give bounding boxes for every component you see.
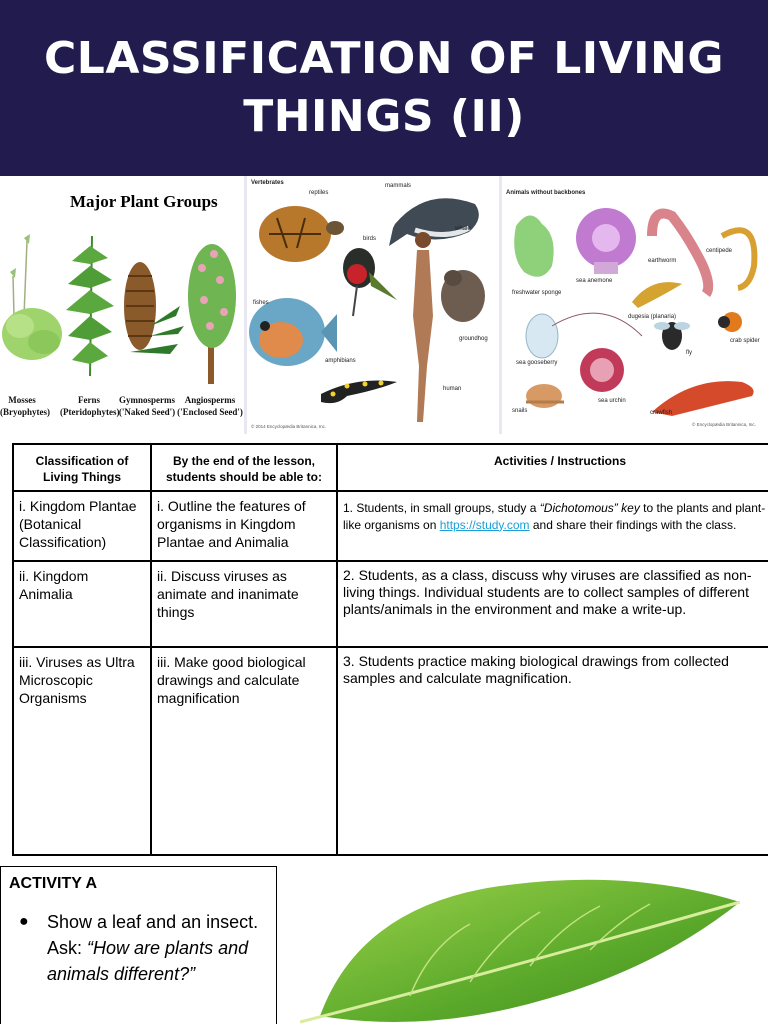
label-amphibians: amphibians — [325, 358, 356, 364]
salamander-illustration — [321, 381, 397, 404]
study-link[interactable]: https://study.com — [439, 517, 530, 532]
dichotomous-key-text: “Dichotomous” key — [539, 501, 640, 515]
label-crab-spider: crab spider — [730, 338, 760, 344]
anemone-illustration — [576, 208, 636, 274]
table-header-row — [13, 444, 768, 491]
label-earthworm: earthworm — [648, 258, 677, 264]
page-title-line-1: CLASSIFICATION OF LIVING — [44, 33, 724, 84]
flowering-tree-illustration — [188, 244, 236, 384]
activity-question: “How are plants and animals different?” — [47, 938, 249, 984]
fly-illustration — [654, 322, 690, 350]
invertebrates-title: Animals without backbones — [506, 190, 586, 196]
title-banner — [0, 0, 768, 176]
invertebrates-drawing — [502, 176, 768, 434]
pinecone-illustration — [124, 262, 184, 354]
activity-title: ACTIVITY A — [9, 875, 98, 892]
table-cell: i. Kingdom Plantae (Botanical Classification) — [13, 491, 151, 561]
turtle-illustration — [259, 206, 344, 262]
sea-urchin-illustration — [580, 348, 624, 392]
table-cell: i. Outline the features of organisms in Kingdom Plantae and Animalia — [151, 491, 337, 561]
bird-illustration — [343, 248, 397, 316]
plant-group-label: Angiosperms ('Enclosed Seed') — [177, 395, 243, 417]
label-mammals: mammals — [385, 183, 412, 189]
table-cell: iii. Viruses as Ultra Microscopic Organisms — [13, 647, 151, 855]
table-cell: ii. Discuss viruses as animate and inanimate things — [151, 561, 337, 647]
fish-illustration — [249, 298, 337, 366]
activity-a-box — [0, 866, 277, 1024]
label-fishes: fishes — [253, 300, 269, 306]
label-fly: fly — [686, 350, 692, 356]
label-sea-gooseberry: sea gooseberry — [516, 360, 558, 366]
leaf-image — [300, 866, 768, 1024]
gooseberry-illustration — [526, 313, 642, 358]
planaria-illustration — [632, 282, 682, 308]
label-groundhog: groundhog — [459, 336, 488, 342]
plant-groups-title: Major Plant Groups — [70, 192, 218, 211]
label-whale: whale — [455, 226, 471, 232]
invertebrates-image — [502, 176, 768, 434]
page-title — [24, 30, 744, 146]
table-cell: 3. Students practice making biological drawings from collected samples and calculate magnification. — [337, 647, 768, 855]
human-illustration — [413, 232, 433, 422]
table-row — [13, 561, 768, 647]
earthworm-illustration — [652, 214, 708, 295]
fern-illustration — [66, 236, 114, 376]
groundhog-illustration — [441, 270, 485, 322]
table-row — [13, 647, 768, 855]
image-credit: © 2014 Encyclopædia Britannica, Inc. — [251, 424, 327, 429]
label-human: human — [443, 386, 462, 392]
table-cell: iii. Make good biological drawings and calculate magnification — [151, 647, 337, 855]
label-birds: birds — [363, 236, 377, 242]
label-snails: snails — [512, 408, 528, 414]
vertebrates-drawing — [247, 176, 499, 434]
label-dugesia: dugesia (planaria) — [628, 314, 677, 320]
label-centipede: centipede — [706, 248, 733, 254]
table-cell: ii. Kingdom Animalia — [13, 561, 151, 647]
whale-illustration — [389, 198, 479, 246]
label-sea-anemone: sea anemone — [576, 278, 613, 284]
table-cell: 1. Students, in small groups, study a “Dichotomous” key to the plants and plant-like organisms on https://study.com and share their findings with the class. — [337, 491, 768, 561]
snail-illustration — [526, 384, 564, 408]
plant-groups-image — [0, 176, 244, 434]
column-header: Activities / Instructions — [337, 444, 768, 491]
table-cell: 2. Students, as a class, discuss why viruses are classified as non-living things. Individual students are to collect samples of different plants/animals in the environment and make a write-up. — [337, 561, 768, 647]
moss-illustration — [2, 234, 62, 360]
column-header: By the end of the lesson, students should be able to: — [151, 444, 337, 491]
vertebrates-title: Vertebrates — [251, 180, 284, 186]
plant-group-label: Mosses (Bryophytes) — [0, 395, 50, 417]
plant-group-label: Gymnosperms ('Naked Seed') — [118, 395, 176, 417]
activity-list — [9, 909, 268, 987]
list-item: ● Show a leaf and an insect. Ask: “How are plants and animals different?” — [9, 909, 268, 987]
curriculum-table — [12, 443, 768, 856]
label-sea-urchin: sea urchin — [598, 398, 626, 404]
table-row — [13, 491, 768, 561]
label-freshwater-sponge: freshwater sponge — [512, 290, 562, 296]
bullet-icon: ● — [19, 913, 29, 930]
column-header: Classification of Living Things — [13, 444, 151, 491]
illustration-strip — [0, 176, 768, 434]
image-credit: © Encyclopædia Britannica, Inc. — [692, 422, 756, 427]
plant-group-label: Ferns (Pteridophytes) — [60, 395, 120, 417]
vertebrates-image — [247, 176, 499, 434]
spider-illustration — [718, 312, 742, 332]
sponge-illustration — [514, 215, 553, 276]
centipede-illustration — [722, 230, 754, 288]
label-crawfish: crawfish — [650, 410, 673, 416]
page-title-line-2: THINGS (II) — [243, 91, 525, 142]
label-reptiles: reptiles — [309, 190, 329, 196]
